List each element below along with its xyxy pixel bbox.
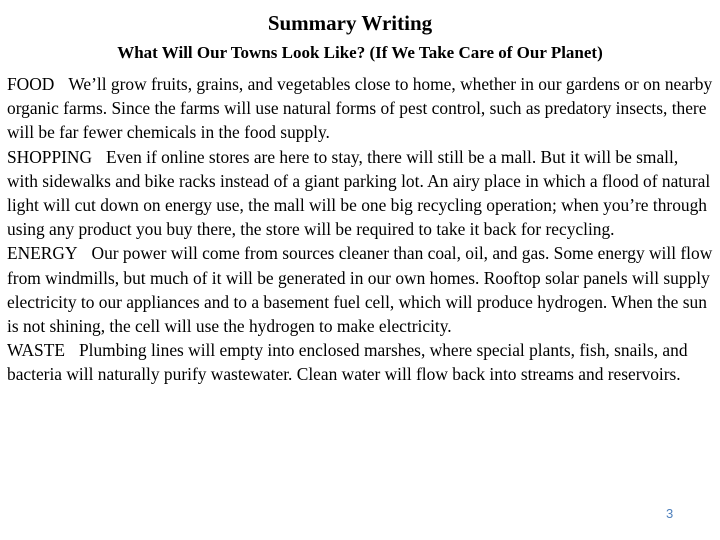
page-number: 3 bbox=[666, 506, 674, 521]
paragraph-waste bbox=[7, 338, 713, 386]
paragraph-shopping bbox=[7, 145, 713, 242]
section-heading-food: FOOD bbox=[7, 74, 55, 94]
paragraph-food bbox=[7, 72, 713, 145]
section-text-shopping: Even if online stores are here to stay, there will still be a mall. But it will be small, with sidewalks and bike racks instead of a giant parking lot. An airy place in which a flood of natural light will cut down on energy use, the mall will be one big recycling operation; when you’re through using any product you buy there, the store will be required to take it back for recycling. bbox=[7, 146, 711, 240]
section-text-food: We’ll grow fruits, grains, and vegetables close to home, whether in our gardens or on nearby organic farms. Since the farms will use natural forms of pest control, such as predatory insects, there will be far fewer chemicals in the food supply. bbox=[7, 74, 713, 143]
body-text bbox=[7, 72, 713, 387]
section-heading-shopping: SHOPPING bbox=[7, 146, 93, 167]
section-text-energy: Our power will come from sources cleaner than coal, oil, and gas. Some energy will flow from windmills, but much of it will be generated in our own homes. Rooftop solar panels will supply electricity to our appliances and to a basement fuel cell, which will produce hydrogen. When the sun is not shining, the cell will use the hydrogen to make electricity. bbox=[7, 243, 713, 337]
section-text-waste: Plumbing lines will empty into enclosed marshes, where special plants, fish, snails, and bacteria will naturally purify wastewater. Clean water will flow back into streams and reservoirs. bbox=[7, 340, 688, 385]
paragraph-energy bbox=[7, 241, 713, 338]
slide-title: Summary Writing bbox=[267, 11, 433, 35]
slide-subtitle: What Will Our Towns Look Like? (If We Take Care of Our Planet) bbox=[117, 43, 603, 62]
section-heading-energy: ENERGY bbox=[7, 243, 78, 264]
section-heading-waste: WASTE bbox=[7, 340, 65, 361]
